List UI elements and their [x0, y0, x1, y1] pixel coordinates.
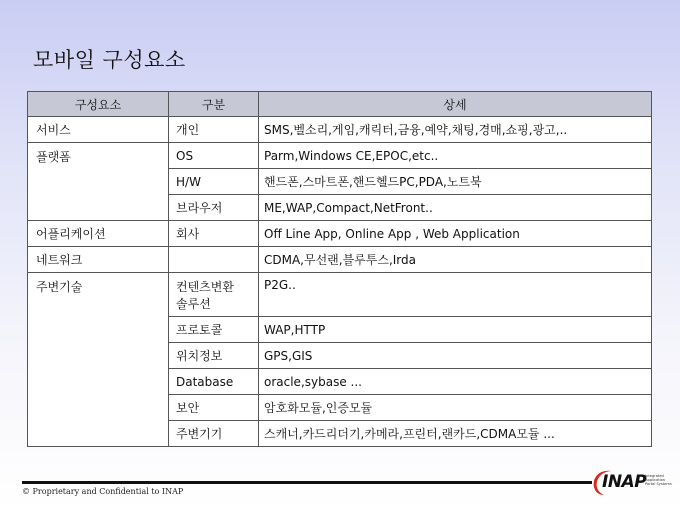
detail-cell: P2G.. — [259, 273, 652, 317]
header-subcategory: 구분 — [169, 92, 259, 117]
footer-divider — [22, 481, 592, 484]
detail-cell: Off Line App, Online App , Web Application — [259, 221, 652, 247]
detail-cell: 핸드폰,스마트폰,핸드헬드PC,PDA,노트북 — [259, 169, 652, 195]
table-row — [28, 117, 652, 143]
detail-cell: WAP,HTTP — [259, 317, 652, 343]
table-row — [28, 273, 652, 317]
detail-cell: oracle,sybase ... — [259, 369, 652, 395]
sub-cell: 위치정보 — [169, 343, 259, 369]
logo-subtitle — [645, 474, 673, 486]
table-row — [28, 221, 652, 247]
detail-cell: CDMA,무선랜,블루투스,Irda — [259, 247, 652, 273]
sub-cell: Database — [169, 369, 259, 395]
sub-cell — [169, 247, 259, 273]
logo-wordmark: INAP — [602, 472, 647, 492]
header-detail: 상세 — [259, 92, 652, 117]
table-row — [28, 247, 652, 273]
sub-cell — [169, 273, 259, 317]
table-row — [28, 143, 652, 169]
category-cell: 어플리케이션 — [28, 221, 169, 247]
category-cell: 플랫폼 — [28, 143, 169, 221]
category-cell: 네트워크 — [28, 247, 169, 273]
sub-cell-line: 솔루션 — [176, 297, 211, 311]
category-cell: 주변기술 — [28, 273, 169, 447]
sub-cell: 개인 — [169, 117, 259, 143]
sub-cell: 보안 — [169, 395, 259, 421]
sub-cell: 회사 — [169, 221, 259, 247]
sub-cell: OS — [169, 143, 259, 169]
mobile-components-table — [27, 91, 652, 447]
detail-cell: 암호화모듈,인증모듈 — [259, 395, 652, 421]
sub-cell: 주변기기 — [169, 421, 259, 447]
footer-copyright: © Proprietary and Confidential to INAP — [22, 487, 184, 496]
header-category: 구성요소 — [28, 92, 169, 117]
sub-cell: 프로토콜 — [169, 317, 259, 343]
detail-cell: SMS,벨소리,게임,캐릭터,금융,예약,채팅,경매,쇼핑,광고,.. — [259, 117, 652, 143]
detail-cell: GPS,GIS — [259, 343, 652, 369]
page-title: 모바일 구성요소 — [33, 48, 186, 72]
detail-cell: 스캐너,카드리더기,카메라,프린터,랜카드,CDMA모듈 ... — [259, 421, 652, 447]
logo-subtitle-line: Application — [645, 478, 666, 482]
sub-cell: 브라우저 — [169, 195, 259, 221]
inap-logo — [590, 467, 672, 497]
detail-cell: ME,WAP,Compact,NetFront.. — [259, 195, 652, 221]
category-cell: 서비스 — [28, 117, 169, 143]
logo-subtitle-line: Portal Systems — [645, 482, 672, 486]
sub-cell-line: 컨텐츠변환 — [176, 280, 234, 294]
detail-cell: Parm,Windows CE,EPOC,etc.. — [259, 143, 652, 169]
sub-cell: H/W — [169, 169, 259, 195]
table-header-row — [28, 92, 652, 117]
logo-subtitle-line: Integrated — [645, 474, 664, 478]
